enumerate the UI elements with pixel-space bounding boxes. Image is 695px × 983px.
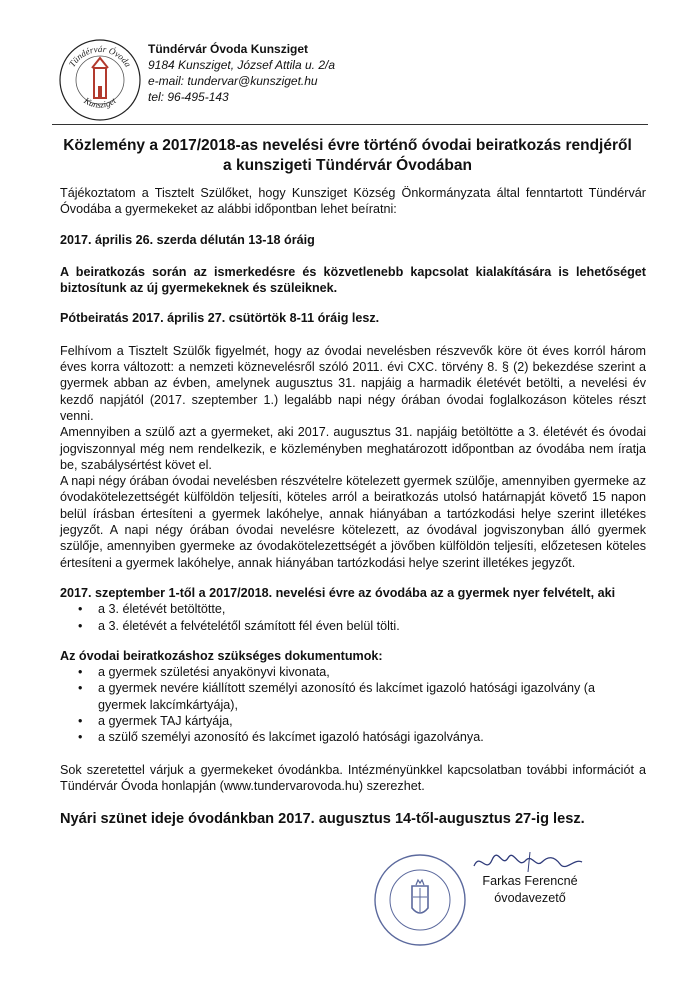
enrollment-date: 2017. április 26. szerda délután 13-18 óráig xyxy=(60,232,315,247)
document-body xyxy=(60,185,646,829)
title-line-1: Közlemény a 2017/2018-as nevelési évre történő óvodai beiratkozás rendjéről xyxy=(63,137,632,154)
organization-info xyxy=(148,41,335,105)
signatory-role: óvodavezető xyxy=(494,891,566,905)
logo-text-top: Tündérvár Óvoda xyxy=(66,43,134,69)
signatory-name: Farkas Ferencné xyxy=(482,874,578,888)
contact-note: A beiratkozás során az ismerkedésre és közvetlenebb kapcsolat kialakítására is lehetőséget biztosítunk az új gyermekeknek és szüleiknek. xyxy=(60,264,646,296)
document-title xyxy=(40,136,655,176)
signatory xyxy=(470,873,590,907)
closing-paragraph: Sok szeretettel várjuk a gyermekeket óvodánkba. Intézményünkkel kapcsolatban további információt a Tündérvár Óvoda honlapján (www.tundervarovoda.hu) szerezhet. xyxy=(60,762,646,793)
summer-break-notice: Nyári szünet ideje óvodánkban 2017. augusztus 14-től-augusztus 27-ig lesz. xyxy=(60,811,585,828)
documents-list xyxy=(60,664,646,745)
list-item: • a szülő személyi azonosító és lakcímet igazoló hatósági igazolványa. xyxy=(60,729,646,745)
list-item: • a gyermek TAJ kártyája, xyxy=(60,713,646,729)
title-line-2: a kunszigeti Tündérvár Óvodában xyxy=(223,157,472,174)
intro-paragraph: Tájékoztatom a Tisztelt Szülőket, hogy Kunsziget Község Önkormányzata által fenntartott Tündérvár Óvodába a gyermekeket az alábbi időpontban lehet beíratni: xyxy=(60,186,646,217)
org-address: 9184 Kunsziget, József Attila u. 2/a xyxy=(148,58,336,72)
official-stamp xyxy=(372,852,468,948)
documents-heading: Az óvodai beiratkozáshoz szükséges dokumentumok: xyxy=(60,648,383,663)
admission-list xyxy=(60,601,646,634)
header-divider xyxy=(52,124,648,125)
logo-text-bottom: Kunsziget xyxy=(82,95,118,110)
kindergarten-logo xyxy=(58,38,142,122)
admission-heading: 2017. szeptember 1-től a 2017/2018. nevelési évre az óvodába az a gyermek nyer felvételt, aki xyxy=(60,585,616,600)
extra-enrollment-date: Pótbeiratás 2017. április 27. csütörtök 8-11 óráig lesz. xyxy=(60,311,380,326)
notice-paragraph-1: Felhívom a Tisztelt Szülők figyelmét, hogy az óvodai nevelésben részvevők köre öt éves korról három éves korra változott: a nemzeti köznevelésről szóló 2011. évi CXC. törvény 8. § (2) bekezdése szerint a gyermek abban az évben, amelynek augusztus 31. napjáig a harmadik életévét betölti, a nevelési év kezdő napjától (2017. szeptember 1.) legalább napi négy órában óvodai foglalkozáson köteles részt venni. xyxy=(60,343,646,423)
list-item: • a 3. életévét a felvételétől számított fél éven belül tölti. xyxy=(60,618,646,634)
notice-paragraph-3: A napi négy órában óvodai nevelésben részvételre kötelezett gyermek szülője, amennyiben gyermeke az óvodakötelezettségét külföldön teljesíti, köteles arról a beiratkozás utolsó határnapját követő 15 napon belül írásban értesíteni a gyermek lakóhelye, annak hiányában a tartózkodási helye szerint illetékes jegyzőt. A napi négy órában óvodai nevelésre kötelezett, az óvodával jogviszonyban álló gyermek szülője, amennyiben gyermeke az óvodakötelezettségét a jövőben külföldön teljesíti, előzetesen köteles értesíteni a gyermek lakóhelye, annak hiányában tartózkodási helye szerint illetékes jegyzőt. xyxy=(60,474,646,570)
org-email: e-mail: tundervar@kunsziget.hu xyxy=(148,74,318,88)
notice-paragraph-2: Amennyiben a szülő azt a gyermeket, aki 2017. augusztus 31. napjáig betöltötte a 3. életévét és óvodai jogviszonnyal még nem rendelkezik, e közleményben meghatározott időpontban az óvodába nem íratja be, szabálysértést követ el. xyxy=(60,425,646,472)
list-item: • a gyermek nevére kiállított személyi azonosító és lakcímet igazoló hatósági igazolvány (a gyermek lakcímkártyája), xyxy=(60,680,646,713)
list-item: • a gyermek születési anyakönyvi kivonata, xyxy=(60,664,646,680)
org-name: Tündérvár Óvoda Kunsziget xyxy=(148,42,309,56)
org-phone: tel: 96-495-143 xyxy=(148,90,229,104)
list-item: • a 3. életévét betöltötte, xyxy=(60,601,646,617)
